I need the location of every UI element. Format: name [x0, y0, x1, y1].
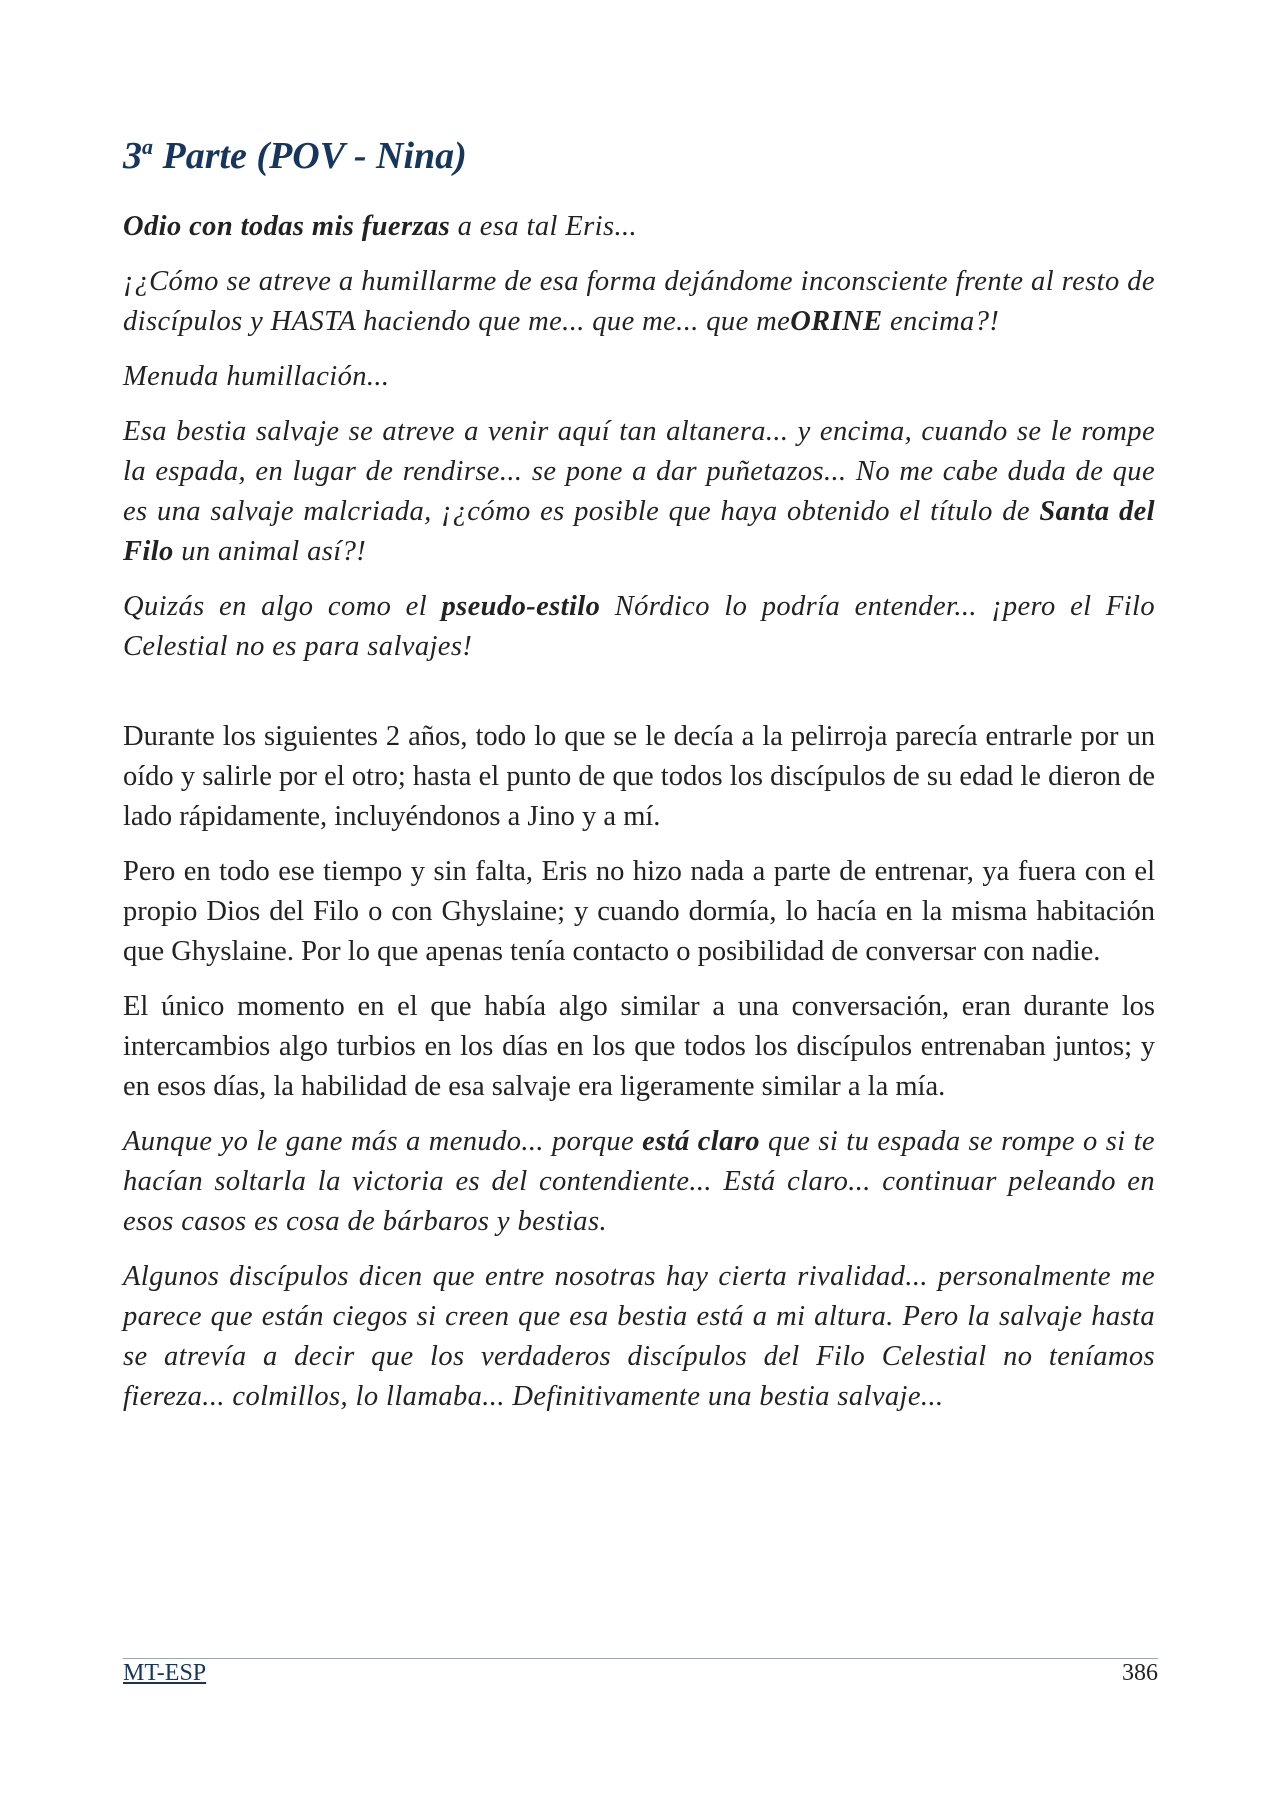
emphasis-text: pseudo-estilo: [441, 591, 601, 622]
paragraph-text: Esa bestia salvaje se atreve a venir aquí tan altanera... y encima, cuando se le rompe la espada, en lugar de rendirse... se pone a dar puñetazos... No me cabe duda de que es una salvaje malcriada, ¡¿cómo es posible que haya obtenido el título de: [123, 416, 1155, 527]
paragraph-text: a esa tal Eris...: [450, 211, 638, 242]
footer-divider: [123, 1658, 1158, 1659]
body-text: [123, 207, 1155, 1417]
chapter-heading: [123, 118, 1155, 185]
emphasis-text: ORINE: [790, 306, 883, 337]
paragraph: [123, 1257, 1155, 1417]
emphasis-text: Odio con todas mis fuerzas: [123, 211, 451, 242]
page-content: [123, 118, 1155, 1432]
page-number: 386: [1122, 1660, 1158, 1686]
paragraph-text: Durante los siguientes 2 años, todo lo que se le decía a la pelirroja parecía entrarle por un oído y salirle por el otro; hasta el punto de que todos los discípulos de su edad le dieron de lado rápidamente, incluyéndonos a Jino y a mí.: [123, 721, 1155, 832]
paragraph-text: Nórdico lo podría entender... ¡pero el Filo Celestial no es para salvajes!: [123, 591, 1155, 662]
paragraph-text: Algunos discípulos dicen que entre nosotras hay cierta rivalidad... personalmente me parece que están ciegos si creen que esa bestia está a mi altura. Pero la salvaje hasta se atrevía a decir que los verdaderos discípulos del Filo Celestial no teníamos fiereza... colmillos, lo llamaba... Definitivamente una bestia salvaje...: [123, 1261, 1155, 1412]
paragraph: [123, 357, 1155, 397]
footer-series-link[interactable]: MT-ESP: [123, 1660, 207, 1686]
emphasis-text: está claro: [642, 1126, 760, 1157]
emphasis-text: Santa del Filo: [123, 496, 1155, 567]
heading-title: Parte (POV - Nina): [153, 135, 467, 177]
paragraph: [123, 412, 1155, 572]
paragraph-text: Aunque yo le gane más a menudo... porque: [123, 1126, 643, 1157]
heading-number: 3: [123, 135, 142, 177]
paragraph: [123, 852, 1155, 972]
paragraph-text: Menuda humillación...: [123, 361, 390, 392]
paragraph-text: un animal así?!: [173, 536, 367, 567]
paragraph-text: encima?!: [882, 306, 1000, 337]
paragraph-text: Quizás en algo como el: [123, 591, 442, 622]
paragraph: [123, 587, 1155, 667]
heading-ordinal: a: [142, 134, 153, 159]
paragraph: [123, 262, 1155, 342]
paragraph-text: que si tu espada se rompe o si te hacían soltarla la victoria es del contendiente... Está claro... continuar peleando en esos casos es cosa de bárbaros y bestias.: [123, 1126, 1155, 1237]
paragraph: [123, 987, 1155, 1107]
paragraph-text: El único momento en el que había algo similar a una conversación, eran durante los intercambios algo turbios en los días en los que todos los discípulos entrenaban juntos; y en esos días, la habilidad de esa salvaje era ligeramente similar a la mía.: [123, 991, 1155, 1102]
paragraph: [123, 1122, 1155, 1242]
paragraph-text: Pero en todo ese tiempo y sin falta, Eris no hizo nada a parte de entrenar, ya fuera con el propio Dios del Filo o con Ghyslaine; y cuando dormía, lo hacía en la misma habitación que Ghyslaine. Por lo que apenas tenía contacto o posibilidad de conversar con nadie.: [123, 856, 1155, 967]
paragraph: [123, 207, 1155, 247]
paragraph-text: ¡¿Cómo se atreve a humillarme de esa forma dejándome inconsciente frente al resto de discípulos y HASTA haciendo que me... que me... que me: [123, 266, 1155, 337]
paragraph: [123, 717, 1155, 837]
